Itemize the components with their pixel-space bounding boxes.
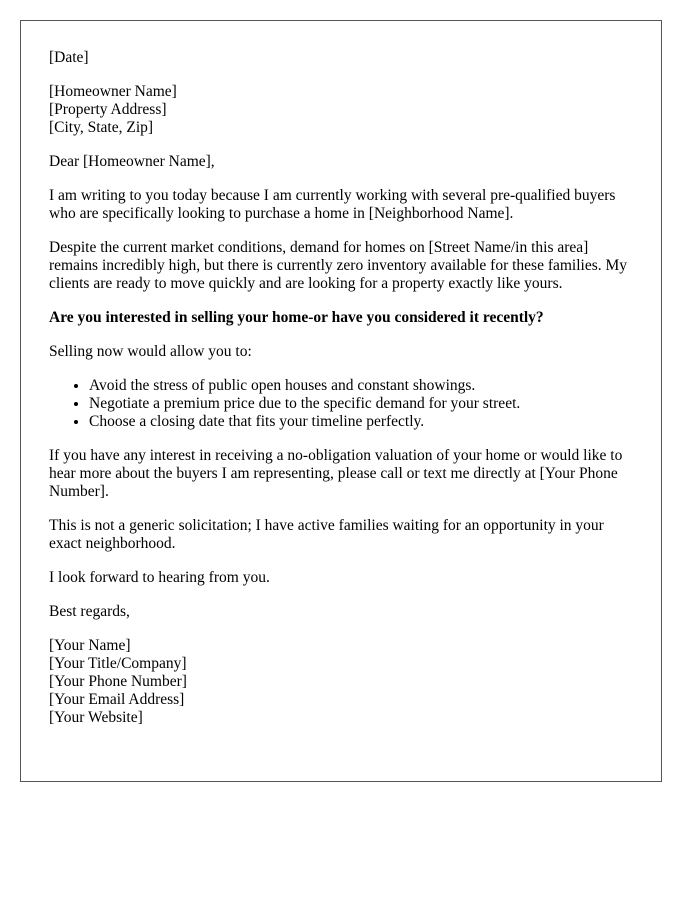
paragraph-intro: I am writing to you today because I am currently working with several pre-qualified buyers who are specifically looking to purchase a home in [Neighborhood Name]. (49, 187, 616, 222)
paragraph-market: Despite the current market conditions, demand for homes on [Street Name/in this area] remains incredibly high, but there is currently zero inventory available for these families. My clients are ready to move quickly and are looking for a property exactly like yours. (49, 239, 628, 292)
paragraph-contact: If you have any interest in receiving a no-obligation valuation of your home or would like to hear more about the buyers I am representing, please call or text me directly at [Your Phone Number]. (49, 447, 623, 500)
signature-name: [Your Name] (49, 637, 131, 654)
signature-phone: [Your Phone Number] (49, 673, 187, 690)
selling-question: Are you interested in selling your home-or have you considered it recently? (49, 309, 544, 326)
benefits-list (49, 377, 633, 431)
recipient-block (49, 83, 633, 137)
salutation: Dear [Homeowner Name], (49, 153, 215, 170)
letter-page (20, 20, 662, 782)
recipient-city-state-zip: [City, State, Zip] (49, 119, 154, 136)
recipient-address: [Property Address] (49, 101, 167, 118)
list-item: • Avoid the stress of public open houses and constant showings. (89, 377, 633, 395)
signature-block (49, 637, 633, 727)
paragraph-look-forward: I look forward to hearing from you. (49, 569, 270, 586)
recipient-name: [Homeowner Name] (49, 83, 177, 100)
signature-website: [Your Website] (49, 709, 143, 726)
paragraph-not-generic: This is not a generic solicitation; I have active families waiting for an opportunity in your exact neighborhood. (49, 517, 604, 552)
closing: Best regards, (49, 603, 130, 620)
signature-email: [Your Email Address] (49, 691, 185, 708)
letter-date: [Date] (49, 49, 89, 66)
signature-title-company: [Your Title/Company] (49, 655, 187, 672)
list-item: • Negotiate a premium price due to the specific demand for your street. (89, 395, 633, 413)
list-item: • Choose a closing date that fits your timeline perfectly. (89, 413, 633, 431)
benefits-intro: Selling now would allow you to: (49, 343, 252, 360)
